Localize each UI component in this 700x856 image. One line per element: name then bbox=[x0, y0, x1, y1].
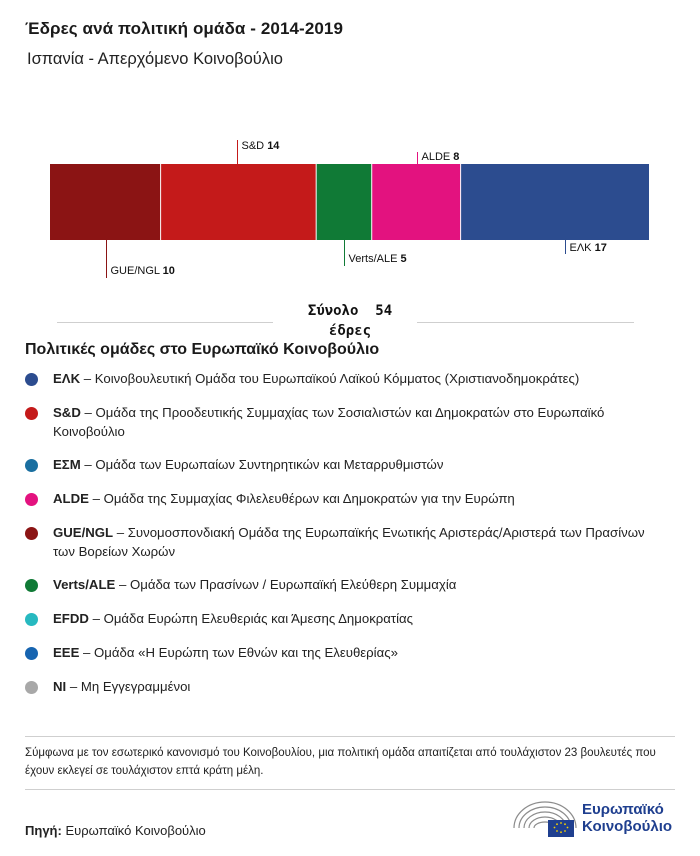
legend-dot-icon bbox=[25, 681, 38, 694]
legend-dot-icon bbox=[25, 493, 38, 506]
segment-label-verts-ale bbox=[349, 253, 407, 265]
segment-label-alde bbox=[422, 151, 460, 163]
segment-category: Verts/ALE bbox=[348, 253, 401, 265]
segment-value: 8 bbox=[453, 151, 460, 163]
note-divider-top bbox=[25, 736, 675, 737]
note-divider-bottom bbox=[25, 789, 675, 790]
chart-subtitle: Ισπανία - Απερχόμενο Κοινοβούλιο bbox=[27, 50, 283, 68]
total-label: Σύνολο bbox=[307, 303, 359, 319]
legend-dot-icon bbox=[25, 373, 38, 386]
bar-segment-ελκ bbox=[461, 164, 649, 240]
legend-dot-icon bbox=[25, 647, 38, 660]
source bbox=[25, 823, 206, 838]
segment-category: ALDE bbox=[421, 151, 454, 163]
legend-abbr: ALDE bbox=[53, 491, 89, 506]
segment-category: S&D bbox=[241, 140, 268, 152]
legend-description: – Ομάδα της Προοδευτικής Συμμαχίας των Σοσιαλιστών και Δημοκρατών στο Ευρωπαϊκό Κοινοβούλιο bbox=[53, 405, 605, 439]
segment-category: ΕΛΚ bbox=[569, 242, 595, 254]
legend-dot-icon bbox=[25, 459, 38, 472]
segment-value: 14 bbox=[267, 140, 280, 152]
segment-label-s-d bbox=[242, 140, 281, 152]
legend-abbr: NI bbox=[53, 679, 67, 694]
bar-segment-alde bbox=[372, 164, 460, 240]
legend-description: – Μη Εγγεγραμμένοι bbox=[66, 679, 191, 694]
legend-abbr: S&D bbox=[53, 405, 81, 420]
segment-label-gue-ngl bbox=[111, 265, 175, 277]
segment-label-ελκ bbox=[570, 242, 607, 254]
legend-description: – Ομάδα Ευρώπη Ελευθεριάς και Άμεσης Δημοκρατίας bbox=[88, 611, 414, 626]
chart-title: Έδρες ανά πολιτική ομάδα - 2014-2019 bbox=[25, 19, 344, 38]
bar-segment-s-d bbox=[161, 164, 316, 240]
legend-description: – Κοινοβουλευτική Ομάδα του Ευρωπαϊκού Λαϊκού Κόμματος (Χριστιανοδημοκράτες) bbox=[80, 371, 580, 386]
seats-stacked-bar-chart bbox=[0, 130, 700, 290]
legend-abbr: Verts/ALE bbox=[53, 577, 116, 592]
legend-description: – Ομάδα των Ευρωπαίων Συντηρητικών και Μεταρρυθμιστών bbox=[80, 457, 444, 472]
legend-abbr: EFDD bbox=[53, 611, 89, 626]
segment-value: 5 bbox=[400, 253, 407, 265]
total-value: 54 bbox=[375, 303, 393, 319]
european-parliament-logo bbox=[512, 798, 682, 838]
source-value: Ευρωπαϊκό Κοινοβούλιο bbox=[65, 823, 206, 838]
legend-description: – Ομάδα των Πρασίνων / Ευρωπαϊκή Ελεύθερη Συμμαχία bbox=[115, 577, 457, 592]
legend-description: – Ομάδα της Συμμαχίας Φιλελευθέρων και Δημοκρατών για την Ευρώπη bbox=[88, 491, 515, 506]
segment-value: 17 bbox=[594, 242, 607, 254]
bar-segment-gue-ngl bbox=[50, 164, 160, 240]
legend-dot-icon bbox=[25, 527, 38, 540]
total-seats bbox=[25, 300, 675, 340]
logo-line2: Κοινοβούλιο bbox=[582, 818, 673, 835]
logo-line1: Ευρωπαϊκό bbox=[582, 801, 664, 818]
legend-abbr: ΕΕΕ bbox=[53, 645, 80, 660]
segment-value: 10 bbox=[162, 265, 175, 277]
segment-category: GUE/NGL bbox=[110, 265, 163, 277]
footnote: Σύμφωνα με τον εσωτερικό κανονισμό του Κοινοβουλίου, μια πολιτική ομάδα απαιτίζεται από τουλάχιστον 23 βουλευτές που έχουν εκλεγεί σε τουλάχιστον επτά κράτη μέλη. bbox=[25, 747, 656, 777]
legend-abbr: ΕΛΚ bbox=[53, 371, 81, 386]
legend-description: – Ομάδα «Η Ευρώπη των Εθνών και της Ελευθερίας» bbox=[79, 645, 398, 660]
legend-description: – Συνομοσπονδιακή Ομάδα της Ευρωπαϊκής Ενωτικής Αριστεράς/Αριστερά των Πρασίνων των Βορείων Χωρών bbox=[53, 525, 645, 559]
legend-title: Πολιτικές ομάδες στο Ευρωπαϊκό Κοινοβούλιο bbox=[25, 341, 380, 358]
total-unit: έδρες bbox=[328, 323, 372, 339]
legend-dot-icon bbox=[25, 407, 38, 420]
legend-abbr: GUE/NGL bbox=[53, 525, 114, 540]
legend-dot-icon bbox=[25, 613, 38, 626]
bar-segment-verts-ale bbox=[317, 164, 372, 240]
legend-abbr: ΕΣΜ bbox=[53, 457, 81, 472]
source-label: Πηγή: bbox=[25, 823, 62, 838]
legend-dot-icon bbox=[25, 579, 38, 592]
parliament-hemicycle-icon bbox=[512, 798, 578, 838]
